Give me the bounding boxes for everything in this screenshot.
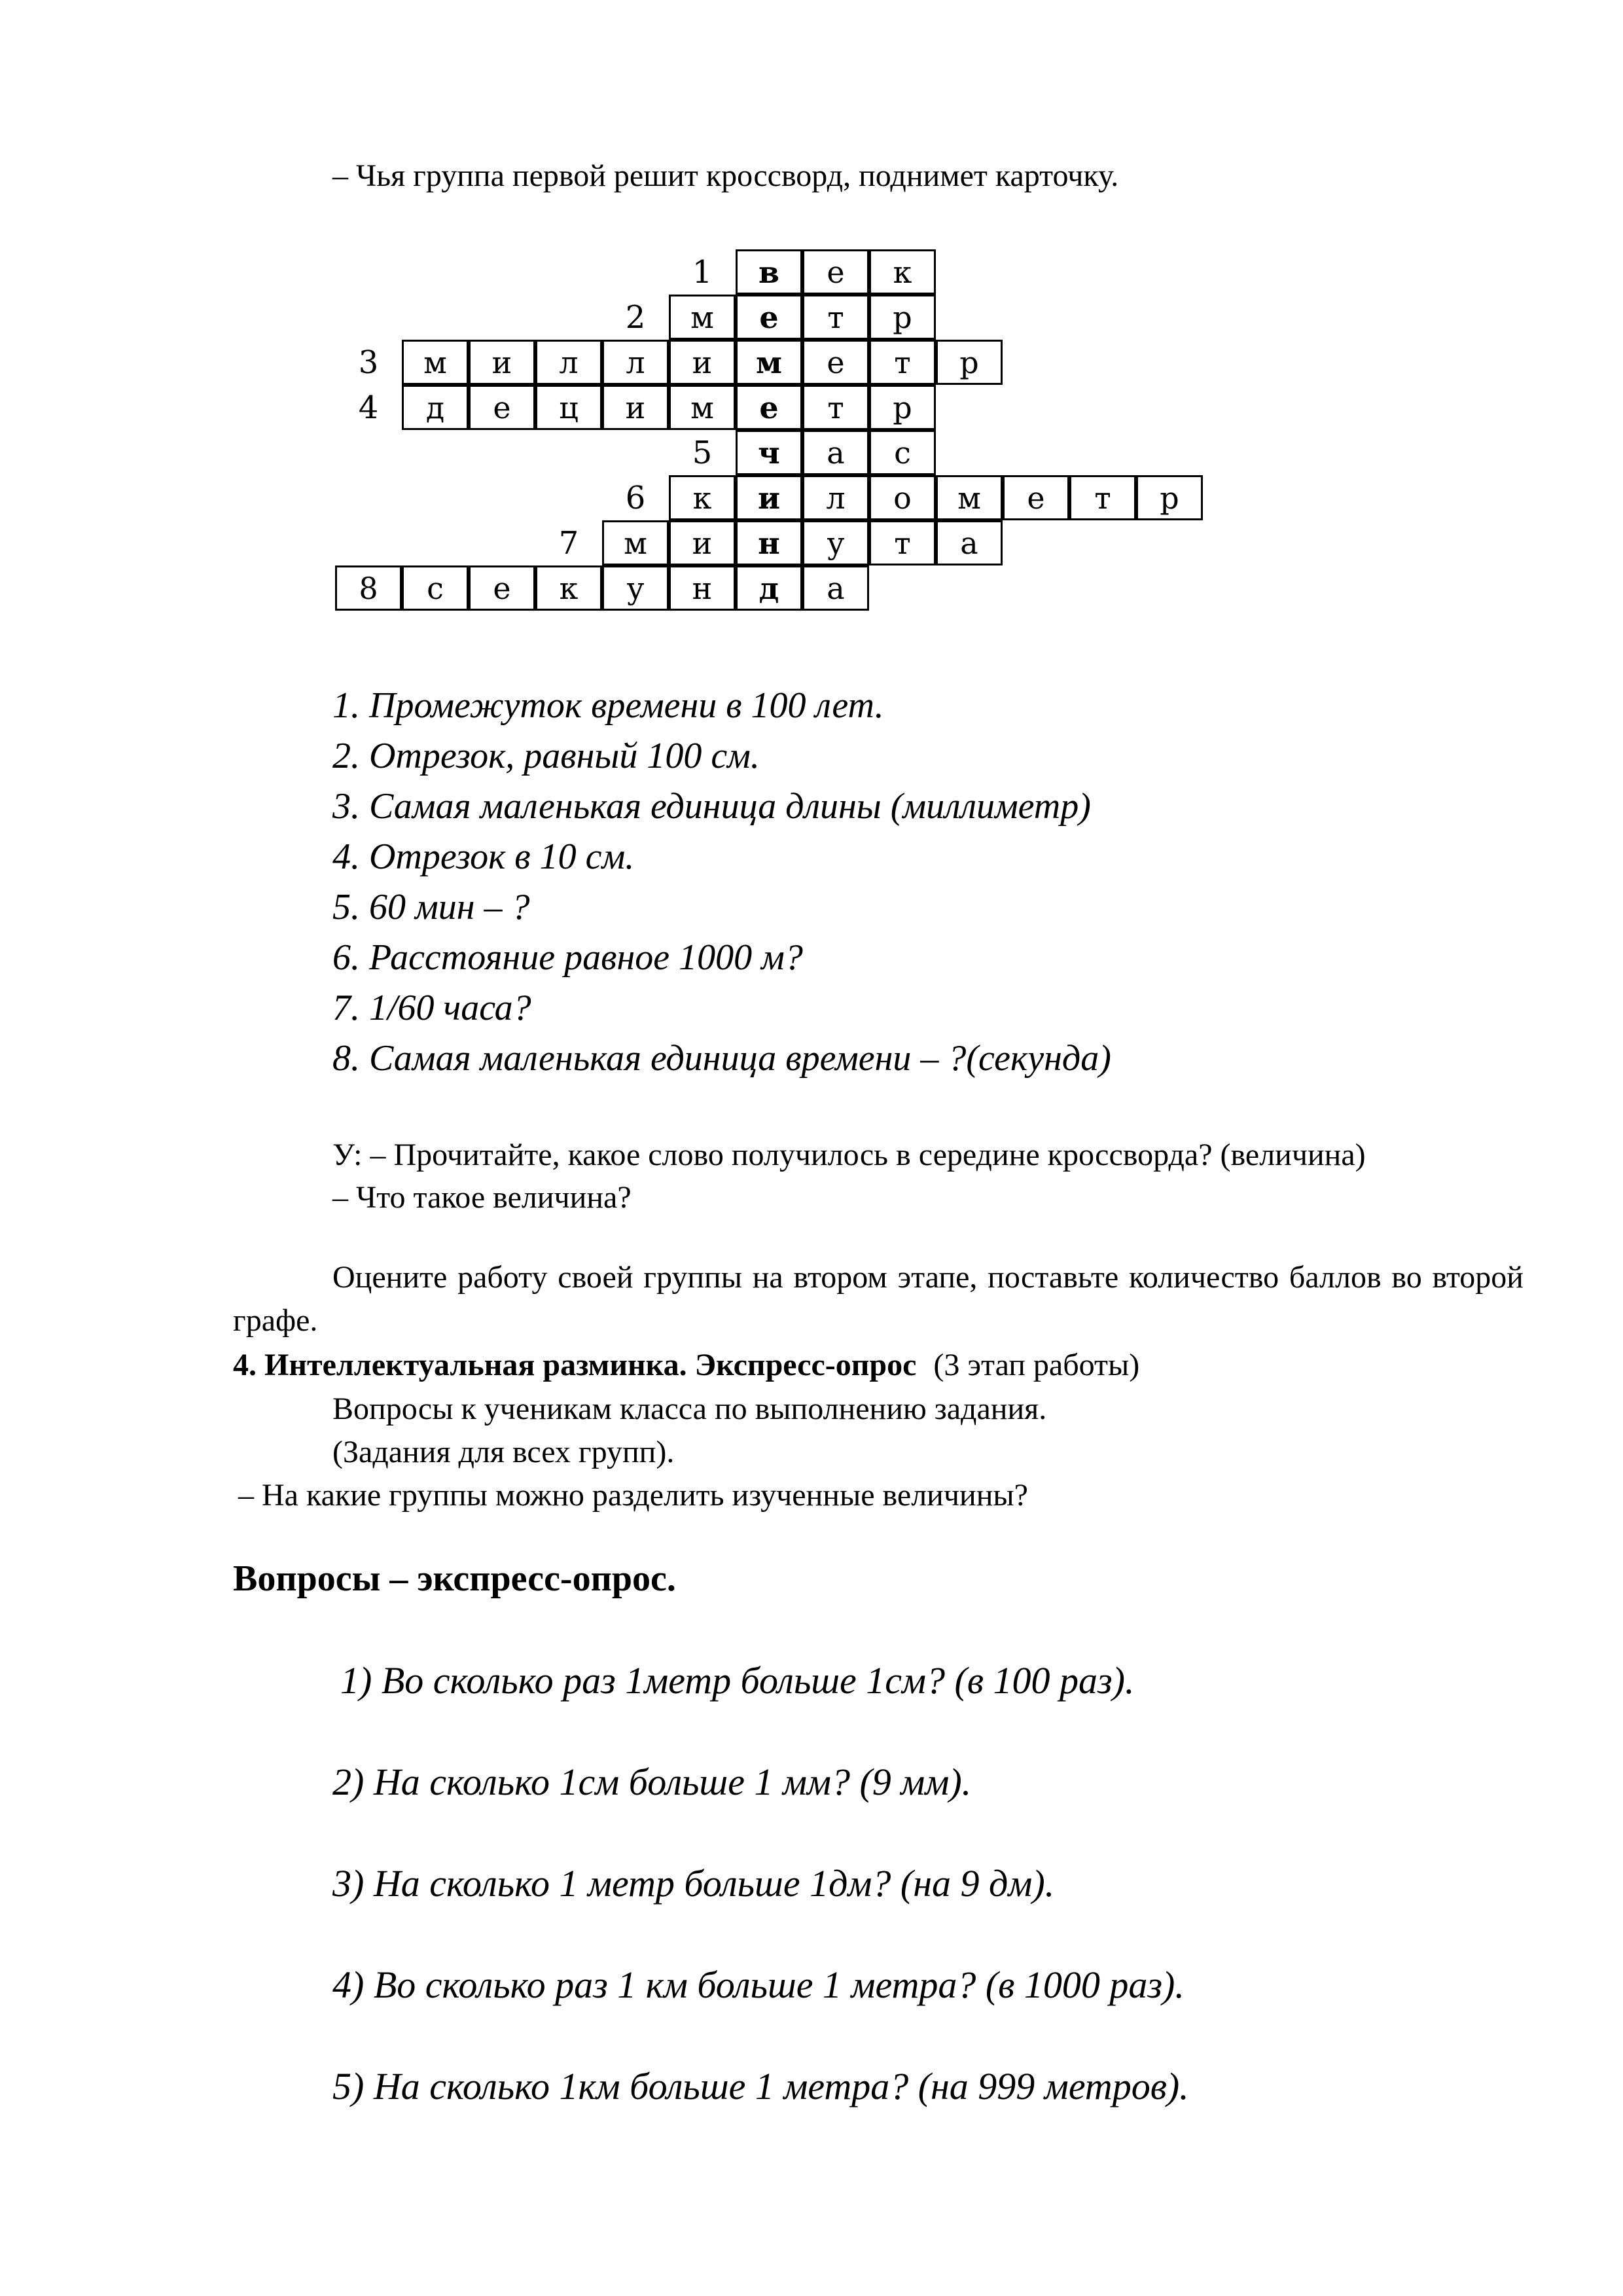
crossword-number: 8 <box>335 565 402 611</box>
crossword-cell: т <box>802 295 869 340</box>
crossword-cell: и <box>669 340 736 385</box>
questions-intro: Вопросы к ученикам класса по выполнению задания. <box>332 1391 1047 1426</box>
crossword-cell: р <box>936 340 1003 385</box>
express-title: Вопросы – экспресс-опрос. <box>233 1558 676 1599</box>
crossword-number: 6 <box>625 479 646 516</box>
crossword-cell: р <box>869 295 936 340</box>
crossword-number: 7 <box>558 524 579 562</box>
crossword-cell: и <box>469 340 535 385</box>
crossword-cell: м <box>936 475 1003 520</box>
express-question: 3) На сколько 1 метр больше 1дм? (на 9 дм). <box>332 1862 1055 1905</box>
crossword-cell: д <box>736 565 802 611</box>
clue-item: 3. Самая маленькая единица длины (миллиметр) <box>332 786 1091 827</box>
crossword-cell: а <box>802 430 869 475</box>
clue-item: 2. Отрезок, равный 100 см. <box>332 736 760 776</box>
crossword-cell: м <box>669 295 736 340</box>
crossword-cell: ц <box>535 385 602 430</box>
crossword-cell: у <box>802 520 869 565</box>
crossword-cell: е <box>802 249 869 295</box>
crossword-cell: м <box>602 520 669 565</box>
crossword-cell: л <box>802 475 869 520</box>
crossword-cell: м <box>736 340 802 385</box>
crossword-cell: ч <box>736 430 802 475</box>
crossword-number: 1 <box>692 253 713 291</box>
crossword-cell: у <box>602 565 669 611</box>
crossword-cell: д <box>402 385 469 430</box>
crossword-cell: л <box>535 340 602 385</box>
crossword-number: 5 <box>692 434 713 471</box>
clue-item: 8. Самая маленькая единица времени – ?(секунда) <box>332 1038 1111 1079</box>
crossword-cell: р <box>869 385 936 430</box>
crossword-cell: м <box>402 340 469 385</box>
crossword-cell: м <box>669 385 736 430</box>
crossword-cell: а <box>936 520 1003 565</box>
crossword-cell: к <box>535 565 602 611</box>
intro-text: – Чья группа первой решит кроссворд, поднимет карточку. <box>332 158 1119 193</box>
crossword-cell: т <box>802 385 869 430</box>
crossword-cell: а <box>802 565 869 611</box>
crossword-cell: н <box>669 565 736 611</box>
clue-item: 6. Расстояние равное 1000 м? <box>332 937 803 978</box>
crossword-cell: е <box>469 385 535 430</box>
express-question: 4) Во сколько раз 1 км больше 1 метра? (в 1000 раз). <box>332 1964 1185 2006</box>
teacher-question-2: – Что такое величина? <box>332 1180 632 1215</box>
clue-item: 4. Отрезок в 10 см. <box>332 836 635 877</box>
crossword-cell: е <box>736 385 802 430</box>
teacher-question: У: – Прочитайте, какое слово получилось в середине кроссворда? (величина) <box>332 1138 1366 1172</box>
crossword-number: 2 <box>625 298 646 336</box>
crossword-cell: о <box>869 475 936 520</box>
crossword-cell: к <box>669 475 736 520</box>
crossword-cell: е <box>1003 475 1069 520</box>
evaluate-text: Оцените работу своей группы на втором этапе, поставьте количество баллов во второй графе. <box>233 1260 1524 1338</box>
crossword-cell: л <box>602 340 669 385</box>
section-4-heading <box>233 1344 1139 1387</box>
section-4-stage: (3 этап работы) <box>933 1348 1140 1382</box>
crossword-cell: н <box>736 520 802 565</box>
clue-item: 1. Промежуток времени в 100 лет. <box>332 685 884 726</box>
crossword-cell: к <box>869 249 936 295</box>
clue-item: 7. 1/60 часа? <box>332 988 531 1028</box>
section-4-title: 4. Интеллектуальная разминка. Экспресс-опрос <box>233 1348 917 1382</box>
evaluate-paragraph <box>233 1256 1524 1342</box>
crossword-cell: т <box>869 340 936 385</box>
crossword-cell: р <box>1136 475 1203 520</box>
crossword-cell: е <box>469 565 535 611</box>
crossword-cell: т <box>1069 475 1136 520</box>
crossword-cell: и <box>669 520 736 565</box>
crossword-cell: е <box>802 340 869 385</box>
crossword-cell: и <box>602 385 669 430</box>
crossword-cell: е <box>736 295 802 340</box>
crossword-cell: с <box>869 430 936 475</box>
groups-question: – На какие группы можно разделить изученные величины? <box>238 1478 1028 1513</box>
crossword-cell: в <box>736 249 802 295</box>
express-question: 5) На сколько 1км больше 1 метра? (на 999 метров). <box>332 2065 1189 2108</box>
crossword-cell: т <box>869 520 936 565</box>
express-question: 2) На сколько 1см больше 1 мм? (9 мм). <box>332 1761 972 1803</box>
crossword-number: 3 <box>358 344 379 381</box>
crossword-cell: с <box>402 565 469 611</box>
tasks-note: (Задания для всех групп). <box>332 1435 675 1469</box>
clue-item: 5. 60 мин – ? <box>332 887 530 927</box>
crossword-number: 4 <box>358 389 379 426</box>
crossword-cell: и <box>736 475 802 520</box>
express-question: 1) Во сколько раз 1метр больше 1см? (в 100 раз). <box>340 1659 1135 1702</box>
